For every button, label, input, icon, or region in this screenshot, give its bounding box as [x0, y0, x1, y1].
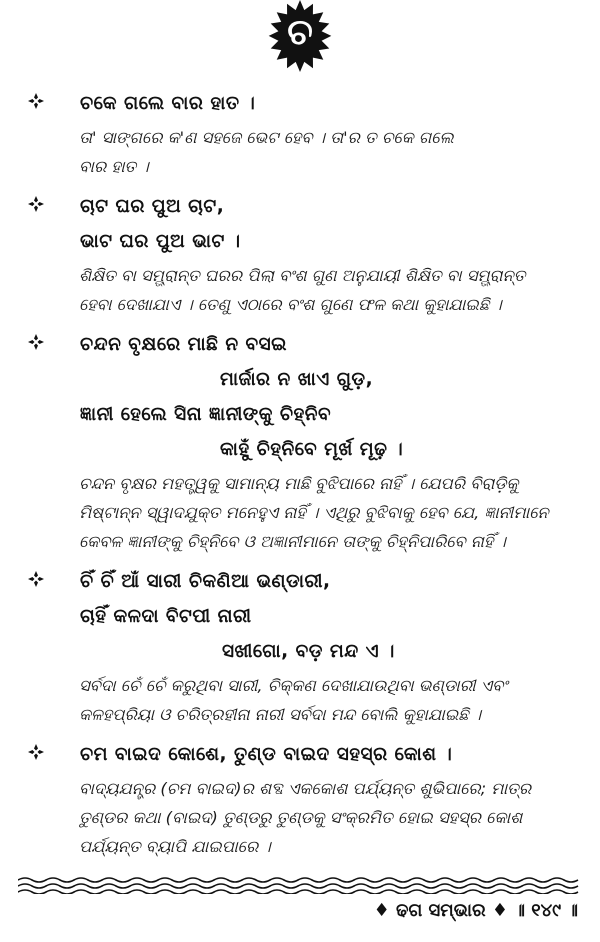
proverb-verse-line: ଚାହିଁ କଳଦା ବିଟପୀ ନାରୀ	[80, 606, 252, 627]
explanation-line: ଶିକ୍ଷିତ ବା ସମ୍ଭ୍ରାନ୍ତ ଘରର ପିଲା ବଂଶ ଗୁଣ ଅନୁଯାୟୀ ଶିକ୍ଷିତ ବା ସମ୍ଭ୍ରାନ୍ତ	[79, 266, 526, 285]
proverb-verse-line: ଭାଟ ଘର ପୁଅ ଭାଟ ।	[80, 231, 241, 252]
proverb-verse-line: ଚିଁ ଚିଁ ଆଁ ସାରୀ ଚିକଣିଆ ଭଣ୍ଡାରୀ,	[80, 571, 331, 592]
proverb-entry	[0, 564, 600, 729]
explanation-line: ପର୍ଯ୍ୟନ୍ତ ବ୍ୟାପି ଯାଇପାରେ ।	[79, 837, 271, 856]
proverb-list	[0, 86, 600, 861]
proverb-explanation	[79, 261, 584, 319]
proverb-entry	[0, 737, 600, 861]
proverb-explanation	[79, 774, 584, 861]
proverb-entry	[0, 189, 600, 319]
explanation-line: ମିଷ୍ଟାନ୍ନ ସ୍ୱାଦଯୁକ୍ତ ମନେହୁଏ ନାହିଁ । ଏଥିରୁ ବୁଝିବାକୁ ହେବ ଯେ, ଜ୍ଞାନୀମାନେ	[79, 503, 549, 522]
chapter-letter-badge	[260, 0, 340, 72]
explanation-line: ତା' ସାଙ୍ଗରେ କ'ଣ ସହଜେ ଭେଟ ହେବ । ତା'ର ତ ଚକେ ଗଲେ	[79, 128, 454, 147]
diamond-bullet-icon	[27, 743, 45, 761]
proverb-verse-line: ଚମ ବାଇଦ କୋଶେ, ତୁଣ୍ଡ ବାଇଦ ସହସ୍ର କୋଶ ।	[80, 744, 453, 765]
proverb-verse-line: ଚନ୍ଦନ ବୃକ୍ଷରେ ମାଛି ନ ବସଇ	[80, 334, 288, 355]
diamond-bullet-icon	[27, 333, 45, 351]
proverb-verse-line: ଜ୍ଞାନୀ ହେଲେ ସିନା ଜ୍ଞାନୀଙ୍କୁ ଚିହ୍ନିବ	[80, 404, 332, 425]
explanation-line: ଚନ୍ଦନ ବୃକ୍ଷର ମହତ୍ତ୍ୱକୁ ସାମାନ୍ୟ ମାଛି ବୁଝିପାରେ ନାହିଁ । ଯେପରି ବିରାଡ଼ିକୁ	[79, 474, 519, 493]
page-footer: ♦ ଢଗ ସମ୍ଭାର ♦ ॥ ୧୪୯ ॥	[373, 900, 578, 921]
diamond-bullet-icon	[27, 92, 45, 110]
proverb-verse-line: ମାର୍ଜାର ନ ଖାଏ ଗୁଡ଼,	[220, 369, 374, 390]
diamond-bullet-icon	[27, 195, 45, 213]
proverb-explanation	[79, 123, 584, 181]
proverb-verse-line: ଚାଟ ଘର ପୁଅ ଚାଟ,	[80, 196, 225, 217]
explanation-line: ସର୍ବଦା ଚେଁ ଚେଁ କରୁଥିବା ସାରୀ, ଚିକ୍କଣ ଦେଖାଯାଉଥିବା ଭଣ୍ଡାରୀ ଏବଂ	[79, 676, 508, 695]
explanation-line: ବାଦ୍ୟଯନ୍ତ୍ର (ଚମ ବାଇଦ)ର ଶବ୍ଦ ଏକକୋଶ ପର୍ଯ୍ୟନ୍ତ ଶୁଭିପାରେ; ମାତ୍ର	[79, 779, 532, 798]
proverb-entry	[0, 327, 600, 556]
proverb-verse-line: ଚକେ ଗଲେ ବାର ହାତ ।	[80, 93, 256, 114]
proverb-verse-line: କାହୁଁ ଚିହ୍ନିବେ ମୂର୍ଖ ମୂଢ଼ ।	[220, 439, 404, 460]
proverb-explanation	[79, 671, 584, 729]
chapter-letter: ଚ	[287, 12, 313, 53]
explanation-line: ତୁଣ୍ଡର କଥା (ବାଇଦ) ତୁଣ୍ଡରୁ ତୁଣ୍ଡକୁ ସଂକ୍ରମିତ ହୋଇ ସହସ୍ର କୋଶ	[79, 808, 523, 827]
proverb-entry	[0, 86, 600, 181]
explanation-line: କଳହପ୍ରିୟା ଓ ଚରିତ୍ରହୀନା ନାରୀ ସର୍ବଦା ମନ୍ଦ ବୋଲି କୁହାଯାଇଛି ।	[79, 705, 482, 724]
explanation-line: ବାର ହାତ ।	[79, 157, 149, 176]
proverb-verse-line: ସଖୀଗୋ, ବଡ଼ ମନ୍ଦ ଏ ।	[222, 641, 395, 662]
explanation-line: ହେବା ଦେଖାଯାଏ । ତେଣୁ ଏଠାରେ ବଂଶ ଗୁଣେ ଫଳ କଥା କୁହାଯାଇଛି ।	[79, 295, 502, 314]
proverb-explanation	[79, 469, 584, 556]
explanation-line: କେବଳ ଜ୍ଞାନୀଙ୍କୁ ଚିହ୍ନିବେ ଓ ଅଜ୍ଞାନୀମାନେ ତାଙ୍କୁ ଚିହ୍ନିପାରିବେ ନାହିଁ ।	[79, 532, 506, 551]
footer-wavy-divider	[18, 876, 580, 894]
diamond-bullet-icon	[27, 570, 45, 588]
